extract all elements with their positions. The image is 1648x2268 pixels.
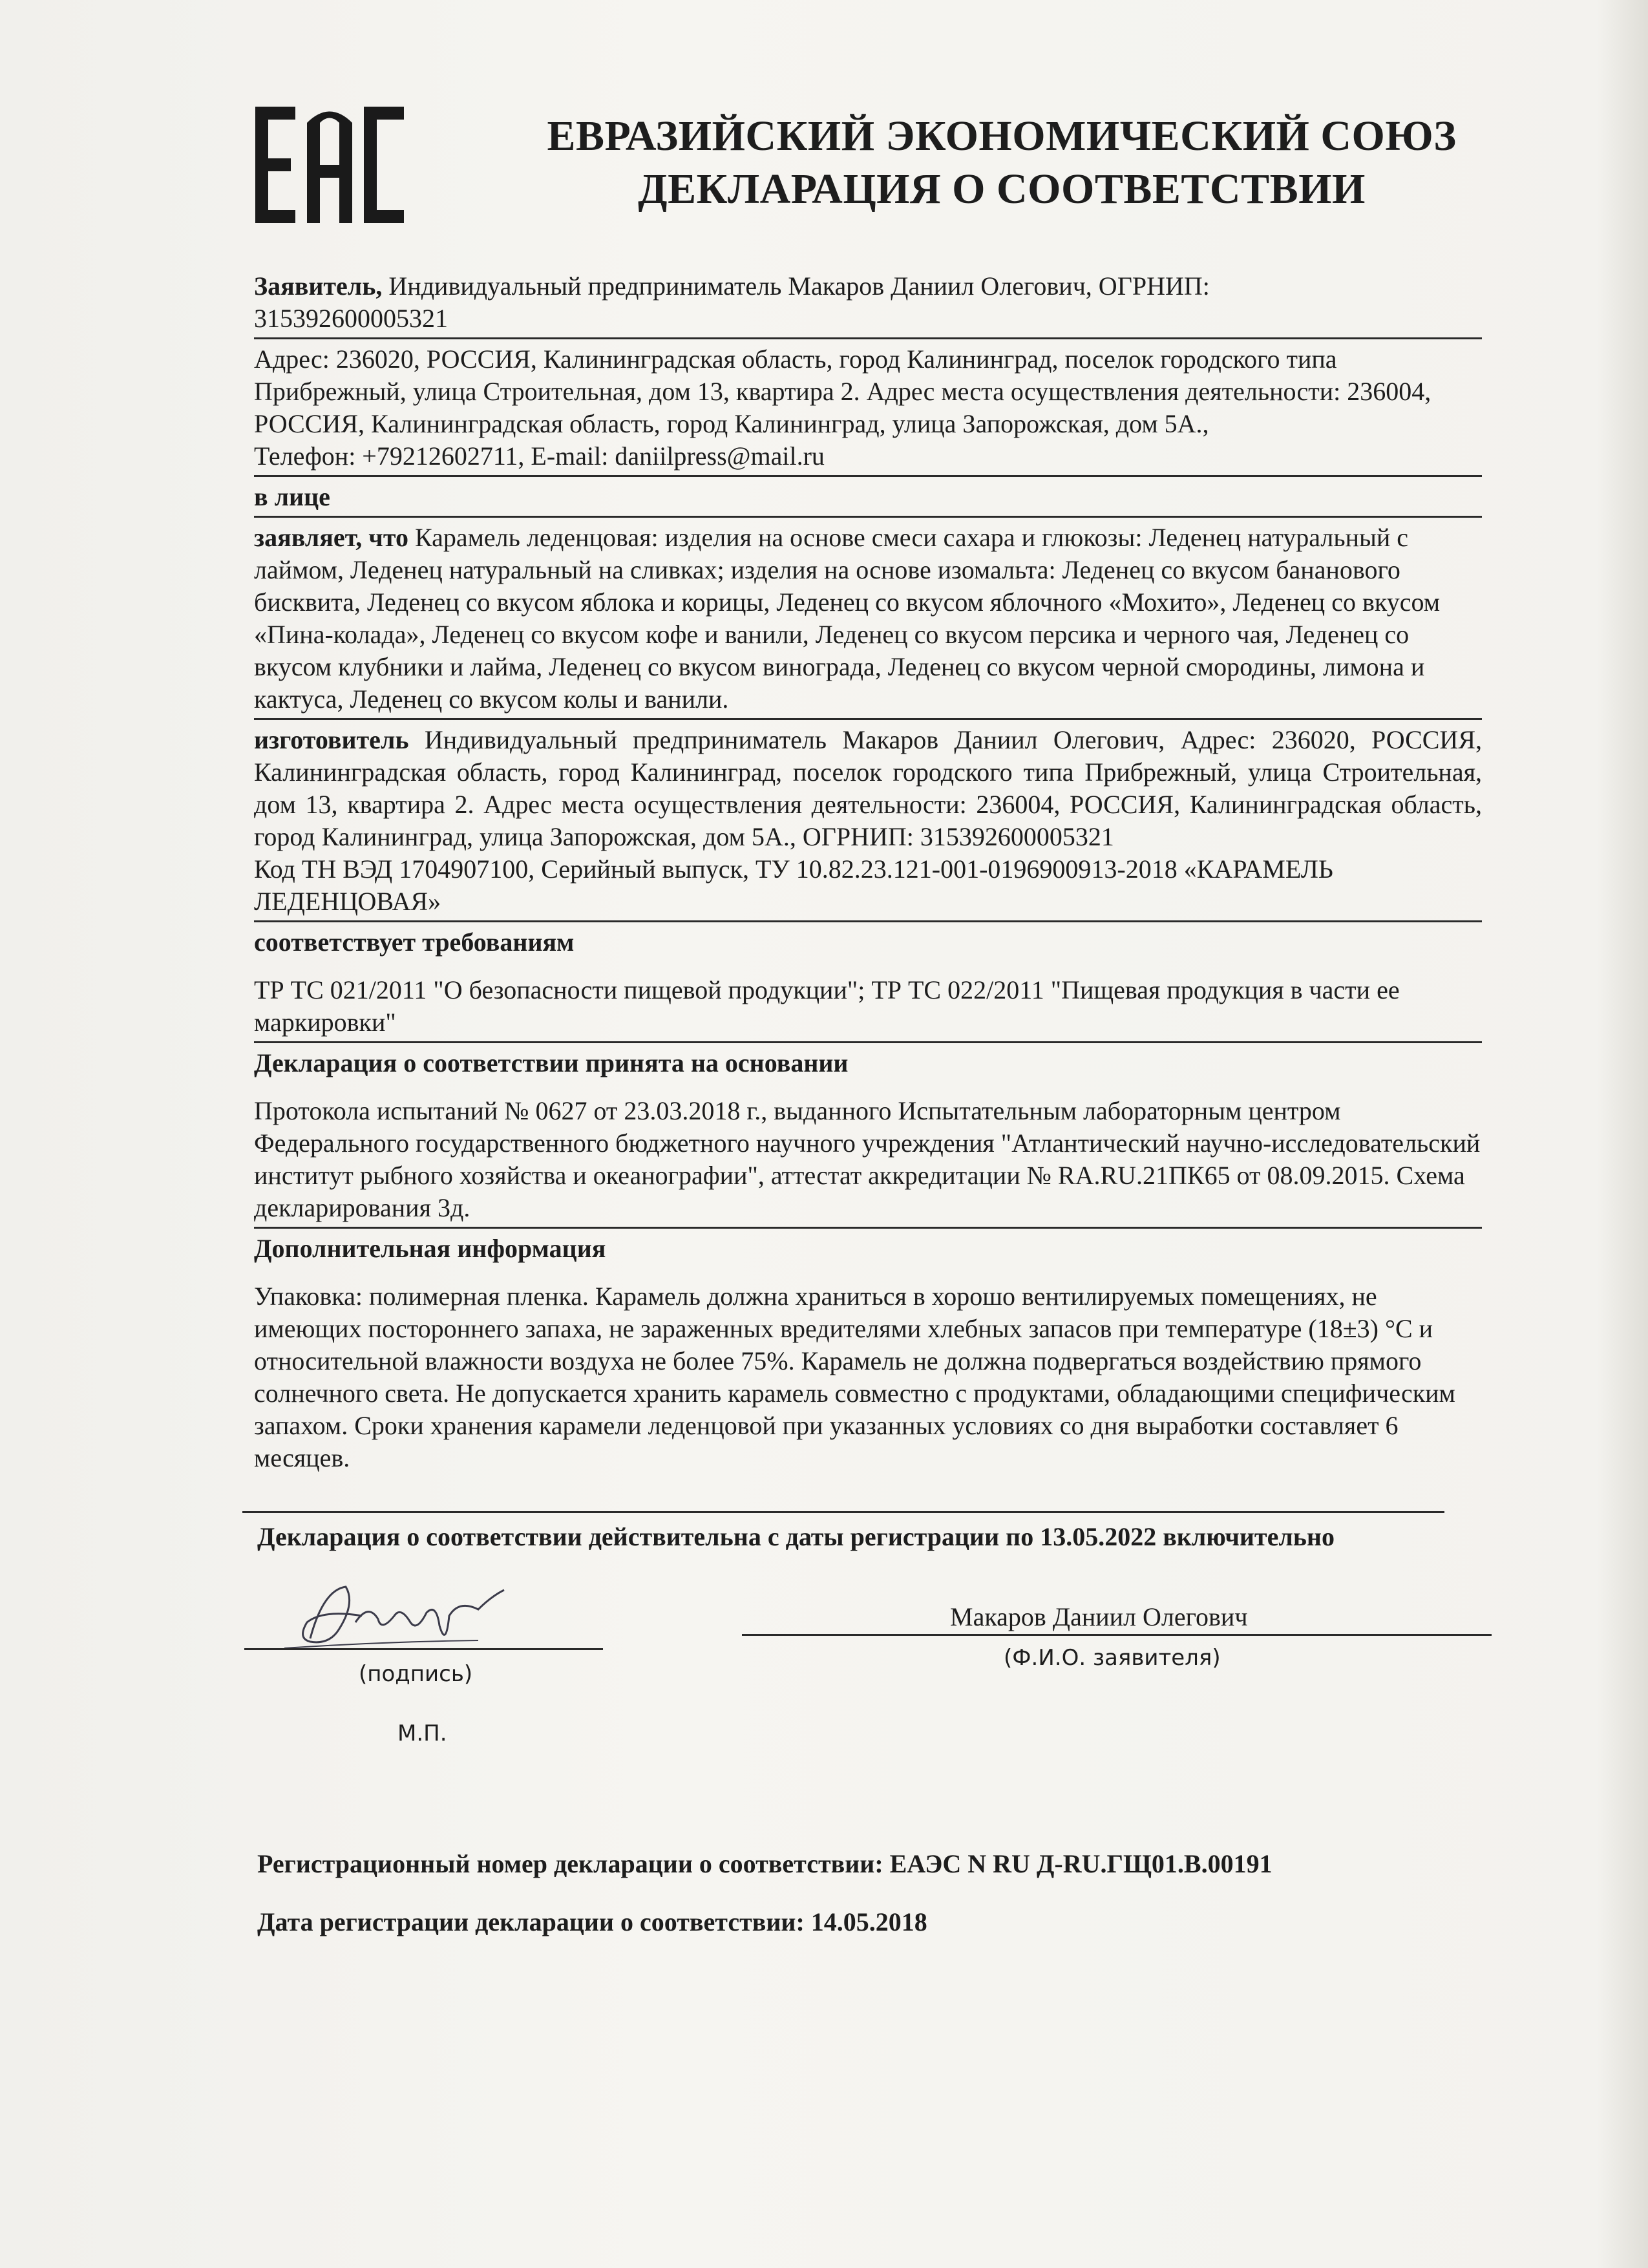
complies-label: соответствует требованиям	[254, 927, 575, 957]
validity-statement: Декларация о соответствии действительна с даты регистрации по 13.05.2022 включительно	[257, 1522, 1335, 1551]
additional-label: Дополнительная информация	[254, 1234, 606, 1263]
manufacturer-label: изготовитель	[254, 725, 409, 754]
applicant-section	[254, 270, 1482, 335]
declares-text: Карамель леденцовая: изделия на основе смеси сахара и глюкозы: Леденец натуральный с лаймом, Леденец натуральный на сливках; изделия на основе изомальта: Леденец со вкусом бананового бисквита, Леденец со вкусом яблока и корицы, Леденец со вкусом яблочного «Мохито», Леденец со вкусом «Пина-колада», Леденец со вкусом кофе и ванили, Леденец со вкусом персика и черного чая, Леденец со вкусом клубники и лайма, Леденец со вкусом винограда, Леденец со вкусом черной смородины, лимона и кактуса, Леденец со вкусом колы и ванили.	[254, 523, 1440, 714]
divider	[242, 1511, 1444, 1513]
declaration-body	[254, 270, 1482, 1474]
fio-caption: (Ф.И.О. заявителя)	[1004, 1645, 1221, 1671]
divider	[254, 516, 1482, 518]
basis-text: Протокола испытаний № 0627 от 23.03.2018 г., выданного Испытательным лабораторным центром Федерального государственного бюджетного научного учреждения "Атлантический научно-исследовательский институт рыбного хозяйства и океанографии", аттестат аккредитации № RA.RU.21ПК65 от 08.09.2015. Схема декларирования 3д.	[254, 1096, 1481, 1222]
fio-line	[742, 1634, 1492, 1636]
complies-text: ТР ТС 021/2011 "О безопасности пищевой продукции"; ТР ТС 022/2011 "Пищевая продукция в части ее маркировки"	[254, 975, 1400, 1037]
title-union: ЕВРАЗИЙСКИЙ ЭКОНОМИЧЕСКИЙ СОЮЗ	[547, 112, 1457, 160]
divider	[254, 337, 1482, 339]
basis-label: Декларация о соответствии принята на основании	[254, 1048, 849, 1077]
divider	[254, 718, 1482, 720]
eac-logo	[255, 107, 404, 223]
stamp-place: М.П.	[397, 1721, 447, 1746]
applicant-contacts: Телефон: +79212602711, E-mail: daniilpress@mail.ru	[254, 441, 825, 471]
applicant-name: Макаров Даниил Олегович	[950, 1602, 1248, 1631]
manufacturer-code: Код ТН ВЭД 1704907100, Серийный выпуск, ТУ 10.82.23.121-001-0196900913-2018 «КАРАМЕЛЬ ЛЕДЕНЦОВАЯ»	[254, 854, 1333, 916]
applicant-text: Индивидуальный предприниматель Макаров Даниил Олегович, ОГРНИП:	[388, 271, 1210, 301]
additional-text: Упаковка: полимерная пленка. Карамель должна храниться в хорошо вентилируемых помещениях, не имеющих постороннего запаха, не зараженных вредителями хлебных запасов при температуре (18±3) °С и относительной влажности воздуха не более 75%. Карамель не должна подвергаться воздействию прямого солнечного света. Не допускается хранить карамель совместно с продуктами, обладающими специфическим запахом. Сроки хранения карамели леденцовой при указанных условиях со дня выработки составляет 6 месяцев.	[254, 1282, 1455, 1472]
registration-number: Регистрационный номер декларации о соответствии: ЕАЭС N RU Д-RU.ГЩ01.В.00191	[257, 1849, 1273, 1878]
applicant-label: Заявитель,	[254, 271, 383, 301]
manufacturer-section	[254, 724, 1482, 853]
divider	[254, 1041, 1482, 1043]
signature-line	[244, 1648, 603, 1650]
divider	[254, 475, 1482, 477]
declares-section	[254, 522, 1482, 715]
title-declaration: ДЕКЛАРАЦИЯ О СООТВЕТСТВИИ	[638, 165, 1366, 213]
divider	[254, 920, 1482, 922]
manufacturer-text: Индивидуальный предприниматель Макаров Даниил Олегович, Адрес: 236020, РОССИЯ, Калининградская область, город Калининград, поселок городского типа Прибрежный, улица Строительная, дом 13, квартира 2. Адрес места осуществления деятельности: 236004, РОССИЯ, Калининградская область, город Калининград, улица Запорожская, дом 5А., ОГРНИП: 315392600005321	[254, 725, 1483, 851]
divider	[254, 1227, 1482, 1229]
signature-caption: (подпись)	[359, 1661, 473, 1687]
in-person-label: в лице	[254, 482, 330, 511]
document-title	[452, 110, 1551, 216]
page-edge-shadow	[1596, 0, 1648, 2268]
applicant-ogrnip: 315392600005321	[254, 304, 448, 333]
declares-label: заявляет, что	[254, 523, 408, 552]
applicant-address: Адрес: 236020, РОССИЯ, Калининградская область, город Калининград, поселок городского типа Прибрежный, улица Строительная, дом 13, квартира 2. Адрес места осуществления деятельности: 236004, РОССИЯ, Калининградская область, город Калининград, улица Запорожская, дом 5А.,	[254, 344, 1431, 438]
registration-date: Дата регистрации декларации о соответствии: 14.05.2018	[257, 1907, 927, 1936]
